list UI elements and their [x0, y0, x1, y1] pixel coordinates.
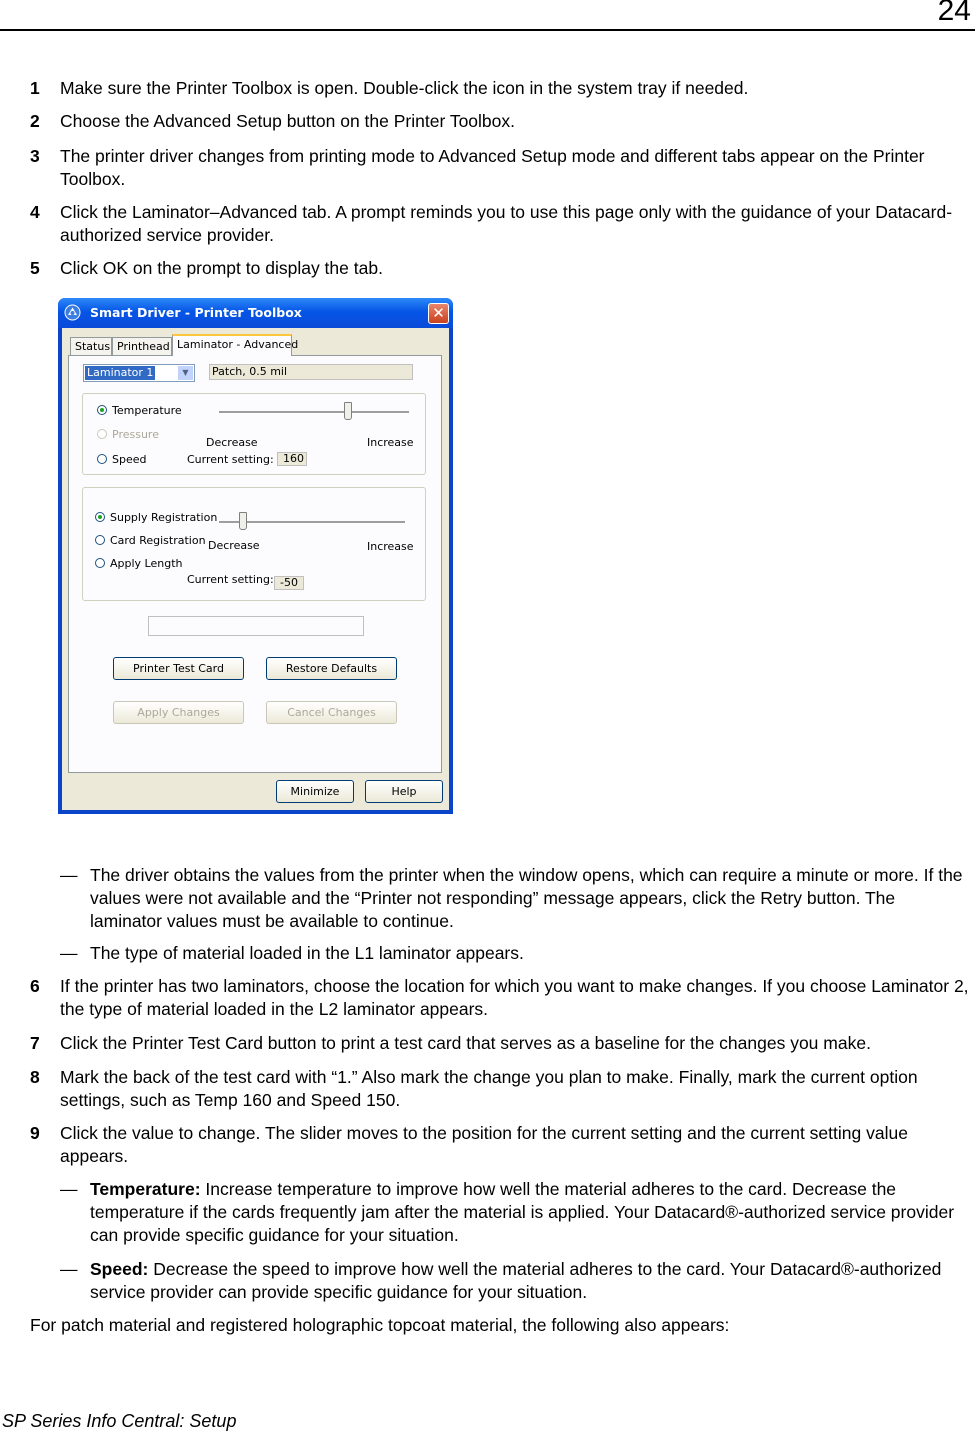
- step-9: [30, 1122, 970, 1168]
- step-number: 3: [30, 146, 40, 166]
- detail-speed: [60, 1258, 970, 1304]
- material-type-field: Patch, 0.5 mil: [209, 364, 413, 380]
- page-footer: SP Series Info Central: Setup: [2, 1411, 237, 1431]
- radio-label: Temperature: [112, 404, 182, 417]
- step-6: [30, 975, 970, 1021]
- page-number: 24: [937, 0, 971, 27]
- radio-dot-icon: [95, 512, 105, 522]
- step-text: Click the Laminator–Advanced tab. A prompt reminds you to use this page only with the guidance of your Datacard-authorized service provider.: [60, 202, 953, 245]
- radio-pressure: [97, 428, 159, 441]
- closing-paragraph: For patch material and registered holographic topcoat material, the following also appears:: [30, 1315, 730, 1335]
- printer-test-card-button[interactable]: Printer Test Card: [113, 657, 244, 680]
- current-setting-label: Current setting:: [187, 453, 274, 466]
- selected-laminator: Laminator 1: [87, 366, 154, 379]
- detail-term: Temperature:: [90, 1179, 201, 1199]
- step-7: [30, 1032, 970, 1055]
- step-2: [30, 110, 970, 133]
- tab-status[interactable]: Status: [70, 337, 112, 355]
- radio-supply-registration[interactable]: [95, 511, 217, 524]
- current-setting-label: Current setting:: [187, 573, 274, 586]
- step-number: 6: [30, 976, 40, 996]
- temperature-slider-thumb[interactable]: [344, 402, 352, 420]
- step-3: [30, 145, 970, 191]
- window-title: Smart Driver - Printer Toolbox: [90, 305, 302, 320]
- step-8: [30, 1066, 970, 1112]
- cancel-changes-button: Cancel Changes: [266, 701, 397, 724]
- step-number: 9: [30, 1123, 40, 1143]
- detail-text: [90, 1178, 970, 1247]
- tab-laminator-advanced[interactable]: Laminator - Advanced: [172, 334, 292, 356]
- dash-mark: —: [60, 1259, 78, 1279]
- radio-label: Supply Registration: [110, 511, 218, 524]
- radio-dot-icon: [97, 454, 107, 464]
- note-1: [60, 864, 970, 933]
- radio-label: Pressure: [112, 428, 159, 441]
- step-number: 4: [30, 202, 40, 222]
- close-button[interactable]: ✕: [428, 303, 449, 324]
- radio-dot-icon: [95, 535, 105, 545]
- printer-app-icon: [64, 304, 81, 321]
- increase-label: Increase: [367, 436, 414, 449]
- registration-group: [82, 487, 426, 601]
- radio-speed[interactable]: [97, 453, 146, 466]
- step-text: Choose the Advanced Setup button on the Printer Toolbox.: [60, 111, 515, 131]
- radio-card-registration[interactable]: [95, 534, 206, 547]
- temperature-speed-group: [82, 393, 426, 475]
- note-text: The driver obtains the values from the printer when the window opens, which can require a minute or more. If the values were not available and the “Printer not responding” message appears, click the Retry button. The laminator values must be available to continue.: [90, 865, 963, 931]
- current-setting-value: -50: [274, 576, 304, 590]
- tab-printhead[interactable]: Printhead: [112, 337, 172, 355]
- minimize-button[interactable]: Minimize: [276, 780, 354, 803]
- printer-toolbox-window: [58, 298, 453, 814]
- step-text: If the printer has two laminators, choose the location for which you want to make changes. If you choose Laminator 2, the type of material loaded in the L2 laminator appears.: [60, 976, 969, 1019]
- help-button[interactable]: Help: [365, 780, 443, 803]
- note-text: The type of material loaded in the L1 laminator appears.: [90, 943, 524, 963]
- window-client-area: [62, 328, 449, 810]
- dash-mark: —: [60, 1179, 78, 1199]
- step-text: Click OK on the prompt to display the tab.: [60, 258, 383, 278]
- step-number: 8: [30, 1067, 40, 1087]
- restore-defaults-button[interactable]: Restore Defaults: [266, 657, 397, 680]
- radio-dot-icon: [97, 405, 107, 415]
- decrease-label: Decrease: [208, 539, 260, 552]
- step-4: [30, 201, 970, 247]
- apply-changes-button: Apply Changes: [113, 701, 244, 724]
- step-text: Click the Printer Test Card button to print a test card that serves as a baseline for the changes you make.: [60, 1033, 871, 1053]
- radio-apply-length[interactable]: [95, 557, 183, 570]
- note-2: [60, 942, 970, 965]
- detail-text: [90, 1258, 970, 1304]
- detail-temperature: [60, 1178, 970, 1247]
- title-bar[interactable]: [58, 298, 453, 328]
- dash-mark: —: [60, 865, 78, 885]
- step-text: The printer driver changes from printing mode to Advanced Setup mode and different tabs appear on the Printer Toolbox.: [60, 146, 925, 189]
- step-text: Click the value to change. The slider moves to the position for the current setting and the current setting value appears.: [60, 1123, 908, 1166]
- laminator-advanced-panel: [68, 355, 442, 773]
- laminator-location-select[interactable]: [83, 364, 195, 382]
- radio-label: Apply Length: [110, 557, 183, 570]
- step-text: Mark the back of the test card with “1.” Also mark the change you plan to make. Finally, mark the current option settings, such as Temp 160 and Speed 150.: [60, 1067, 918, 1110]
- increase-label: Increase: [367, 540, 414, 553]
- step-1: [30, 77, 970, 100]
- radio-label: Card Registration: [110, 534, 206, 547]
- slider-track: [219, 411, 409, 414]
- detail-term: Speed:: [90, 1259, 149, 1279]
- step-number: 1: [30, 78, 40, 98]
- chevron-down-icon[interactable]: ▼: [178, 366, 193, 380]
- radio-temperature[interactable]: [97, 404, 182, 417]
- step-5: [30, 257, 970, 280]
- detail-body: Increase temperature to improve how well the material adheres to the card. Decrease the temperature if the cards frequently jam after the material is applied. Your Datacard®-authorized service provider can provide specific guidance for your situation.: [90, 1179, 955, 1245]
- radio-label: Speed: [112, 453, 147, 466]
- step-number: 2: [30, 111, 40, 131]
- header-rule: [0, 29, 975, 31]
- radio-dot-icon: [97, 429, 107, 439]
- registration-slider-thumb[interactable]: [239, 512, 247, 530]
- current-setting-value: 160: [277, 452, 307, 466]
- status-message-field: [148, 616, 364, 636]
- step-number: 5: [30, 258, 40, 278]
- detail-body: Decrease the speed to improve how well the material adheres to the card. Your Datacard®-authorized service provider can provide specific guidance for your situation.: [90, 1259, 942, 1302]
- step-number: 7: [30, 1033, 40, 1053]
- step-text: Make sure the Printer Toolbox is open. Double-click the icon in the system tray if needed.: [60, 78, 749, 98]
- decrease-label: Decrease: [206, 436, 258, 449]
- radio-dot-icon: [95, 558, 105, 568]
- dash-mark: —: [60, 943, 78, 963]
